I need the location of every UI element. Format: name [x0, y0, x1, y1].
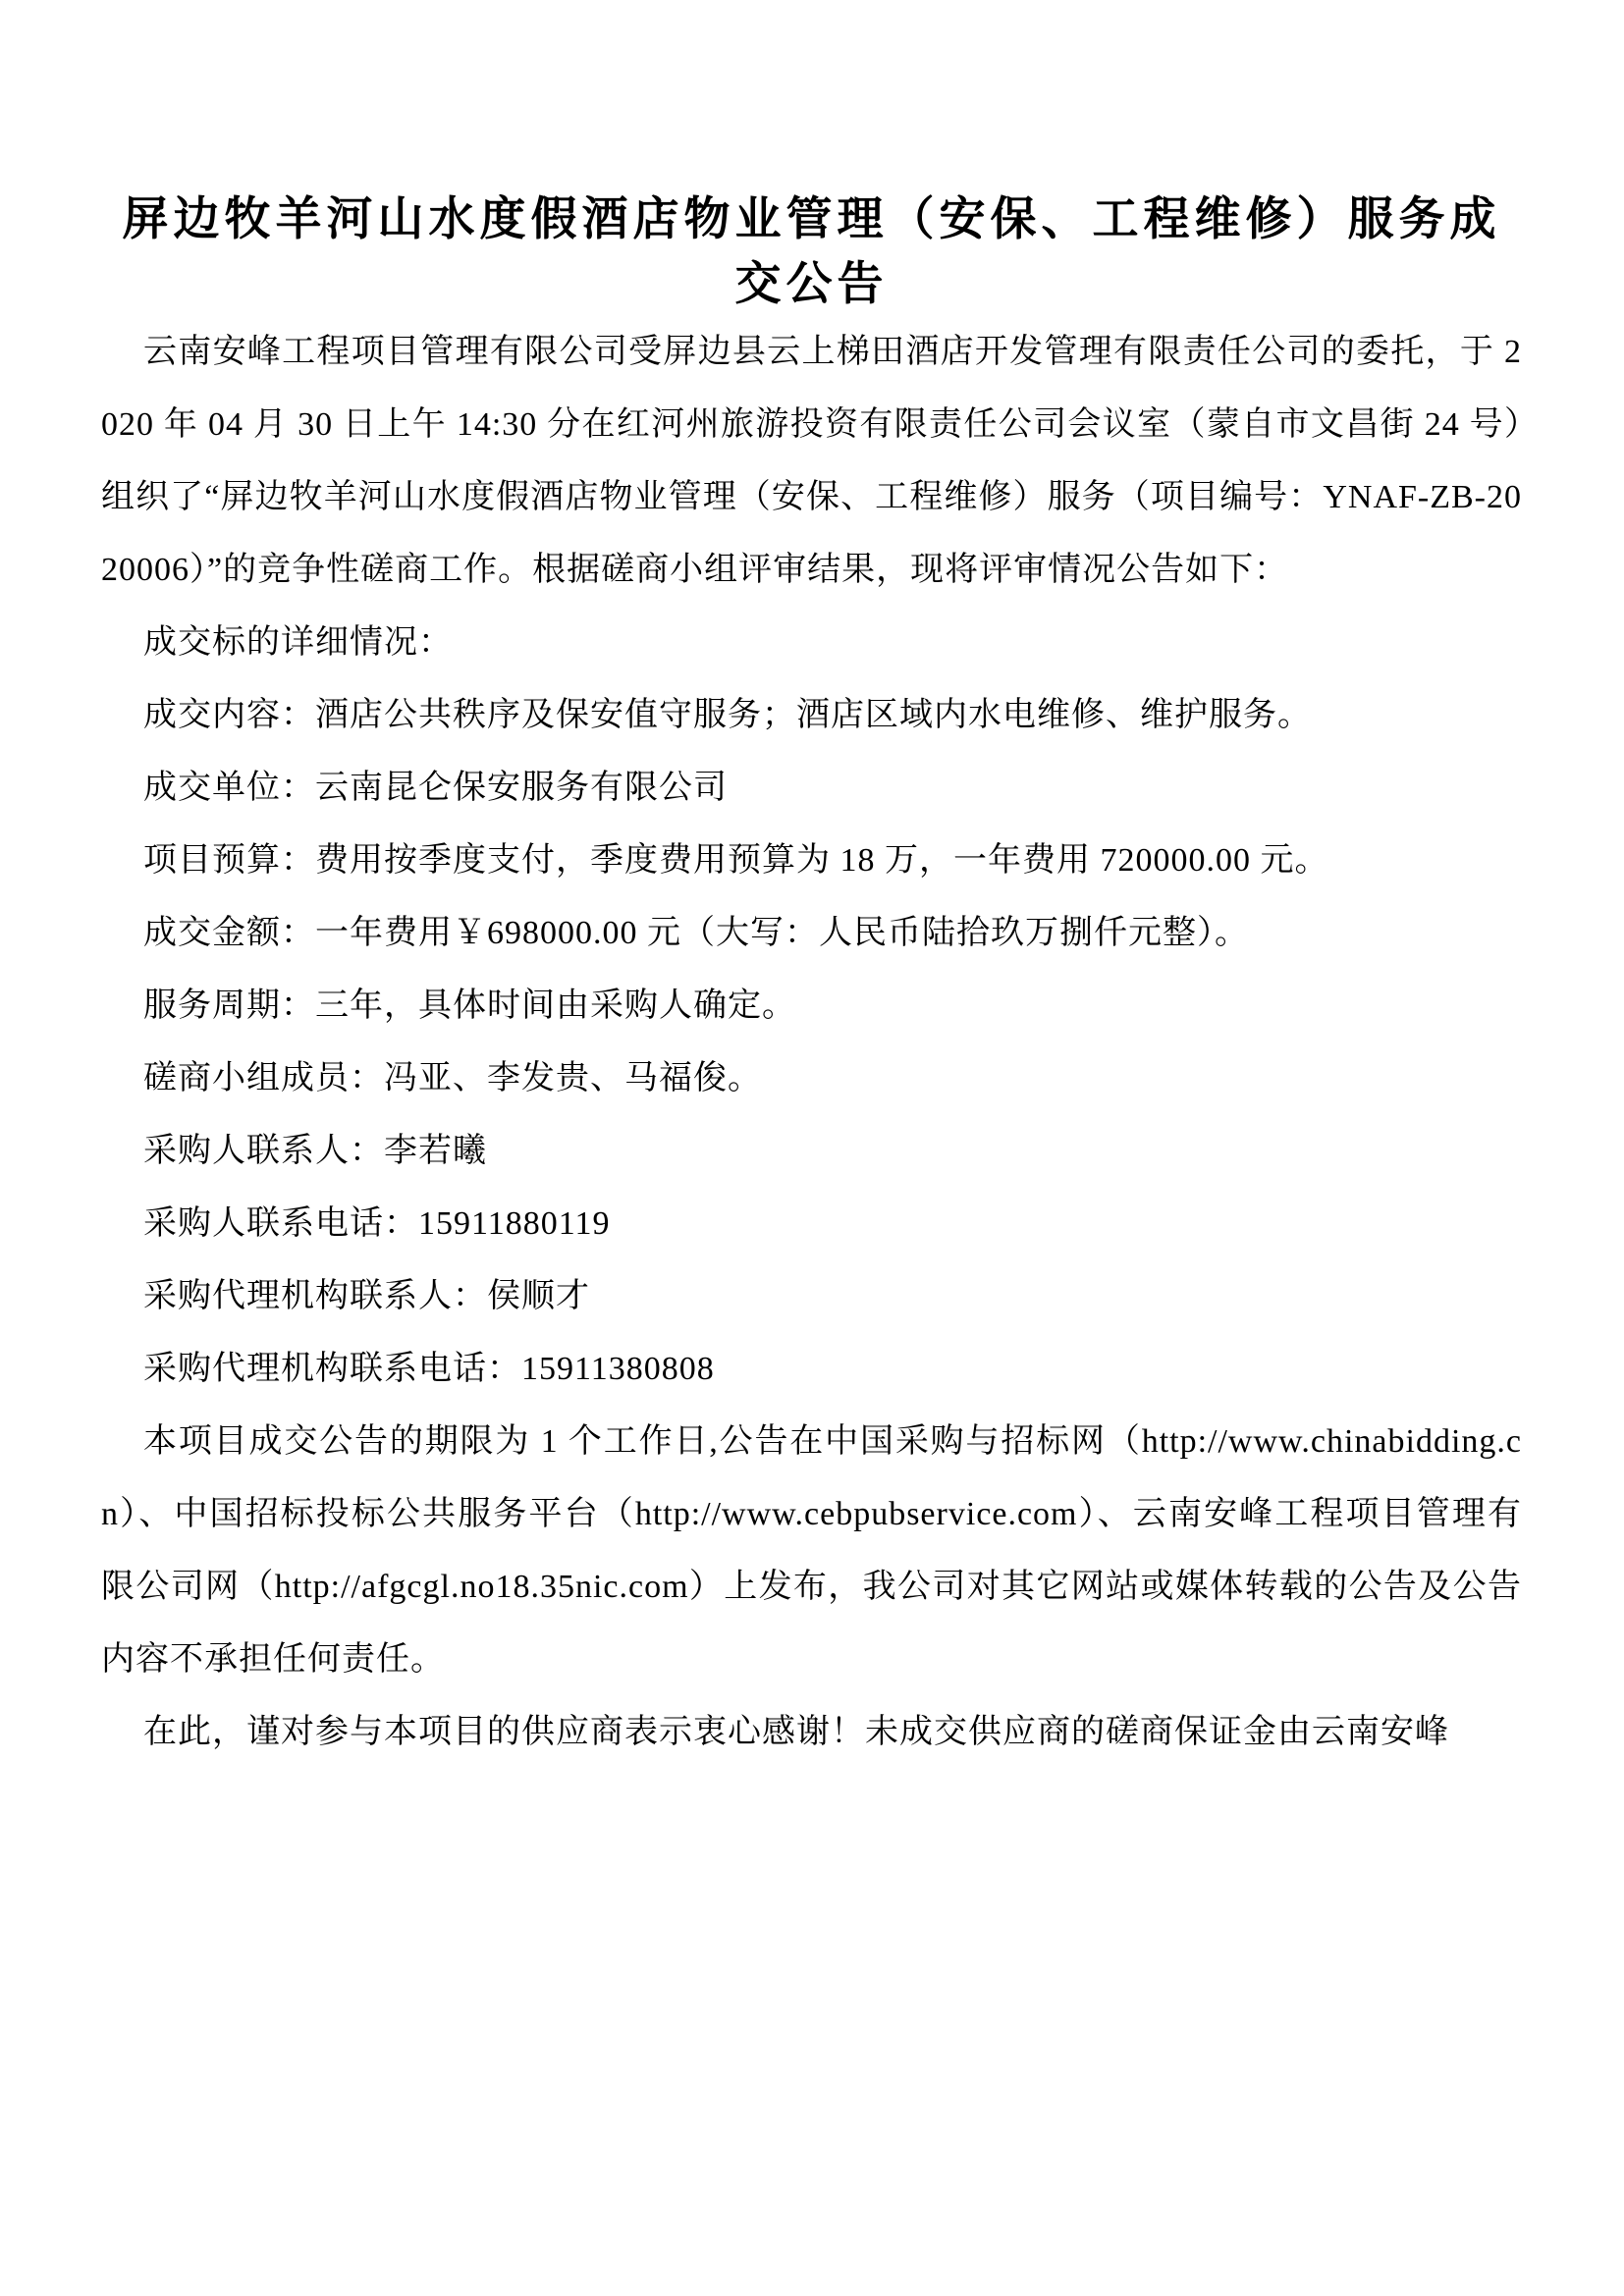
contacts-section	[101, 1115, 1522, 1406]
details-heading: 成交标的详细情况：	[143, 624, 453, 661]
detail-item-amount: 成交金额：一年费用￥698000.00 元（大写：人民币陆拾玖万捌仟元整）。	[143, 915, 1249, 951]
detail-item-content: 成交内容：酒店公共秩序及保安值守服务；酒店区域内水电维修、维护服务。	[143, 697, 1312, 733]
document-title: 屏边牧羊河山水度假酒店物业管理（安保、工程维修）服务成交公告	[122, 192, 1501, 309]
detail-item-supplier: 成交单位：云南昆仑保安服务有限公司	[143, 770, 728, 806]
detail-item-budget: 项目预算：费用按季度支付，季度费用预算为 18 万，一年费用 720000.00 元。	[143, 842, 1329, 879]
closing-paragraph-thanks: 在此，谨对参与本项目的供应商表示衷心感谢！未成交供应商的磋商保证金由云南安峰	[143, 1714, 1449, 1750]
intro-paragraph: 云南安峰工程项目管理有限公司受屏边县云上梯田酒店开发管理有限责任公司的委托，于 2020 年 04 月 30 日上午 14:30 分在红河州旅游投资有限责任公司会议室（蒙自市文昌街 24 号）组织了“屏边牧羊河山水度假酒店物业管理（安保、工程维修）服务（项目编号：YNAF-ZB-2020006）”的竞争性磋商工作。根据磋商小组评审结果，现将评审情况公告如下：	[101, 334, 1522, 588]
agency-contact-line: 采购代理机构联系人：侯顺才	[143, 1278, 590, 1314]
agency-phone-line: 采购代理机构联系电话：15911380808	[143, 1351, 715, 1387]
closing-paragraph-publication: 本项目成交公告的期限为 1 个工作日,公告在中国采购与招标网（http://www.chinabidding.cn）、中国招标投标公共服务平台（http://www.cebpubservice.com）、云南安峰工程项目管理有限公司网（http://afgcgl.no18.35nic.com）上发布，我公司对其它网站或媒体转载的公告及公告内容不承担任何责任。	[101, 1423, 1522, 1678]
closing-section	[101, 1406, 1522, 1769]
detail-item-service-period: 服务周期：三年，具体时间由采购人确定。	[143, 988, 796, 1024]
purchaser-phone-line: 采购人联系电话：15911880119	[143, 1205, 611, 1242]
details-section	[101, 607, 1522, 1115]
detail-item-panel-members: 磋商小组成员：冯亚、李发贵、马福俊。	[143, 1060, 762, 1096]
purchaser-contact-line: 采购人联系人：李若曦	[143, 1133, 487, 1169]
